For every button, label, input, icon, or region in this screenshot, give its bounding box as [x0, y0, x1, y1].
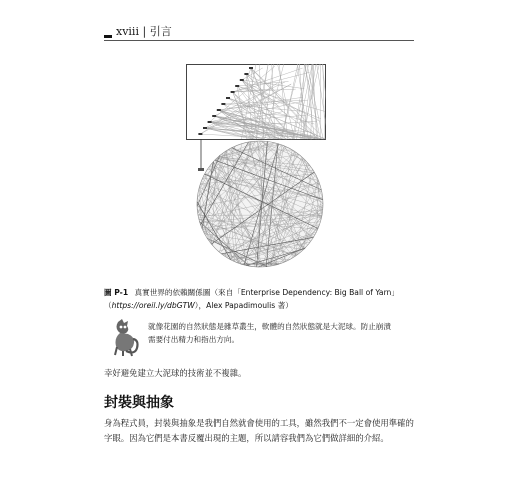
section-heading: 封裝與抽象: [104, 395, 174, 411]
graph-node: [217, 109, 221, 111]
caption-tail: ），Alex Papadimoulis 著）: [194, 301, 293, 310]
tip-box: [108, 318, 418, 360]
dependency-graph-figure: [186, 64, 326, 269]
graph-node: [198, 133, 202, 135]
page-number: xviii: [116, 25, 139, 38]
graph-node: [244, 73, 248, 75]
graph-node: [203, 127, 207, 129]
header-rule: [104, 40, 414, 41]
figure-caption: [104, 286, 418, 312]
caption-text: 真實世界的依賴關係圖（來自「Enterprise Dependency: Big Ball of Yarn」（: [104, 288, 399, 310]
graph-node: [208, 121, 212, 123]
graph-node: [235, 85, 239, 87]
graph-node: [212, 115, 216, 117]
header-separator: |: [142, 25, 147, 38]
graph-node: [231, 91, 235, 93]
header-mark: [104, 35, 112, 38]
tip-text: [148, 320, 410, 346]
section-paragraph: 身為程式員，封裝與抽象是我們自然就會使用的工具，雖然我們不一定會使用準確的字眼。因為它們是本書反覆出現的主題，所以請容我們為它們做詳細的介紹。: [104, 418, 414, 443]
graph-node: [221, 103, 225, 105]
graph-node: [240, 79, 244, 81]
graph-node: [249, 67, 253, 69]
tip-line-1: 就像花園的自然狀態是雜草叢生，軟體的自然狀態就是大泥球。防止崩潰: [148, 322, 391, 331]
tip-line-2: 需要付出精力和指出方向。: [148, 335, 240, 344]
chapter-title: 引言: [149, 25, 172, 38]
figure-label: 圖 P-1: [104, 288, 129, 297]
graph-node: [226, 97, 230, 99]
caption-link[interactable]: https://oreil.ly/dbGTW: [111, 301, 195, 310]
running-header: [104, 24, 414, 40]
lemur-icon: [108, 318, 140, 358]
intro-paragraph: 幸好避免建立大泥球的技術並不複雜。: [104, 368, 247, 378]
graph-connector-node: [198, 168, 204, 171]
